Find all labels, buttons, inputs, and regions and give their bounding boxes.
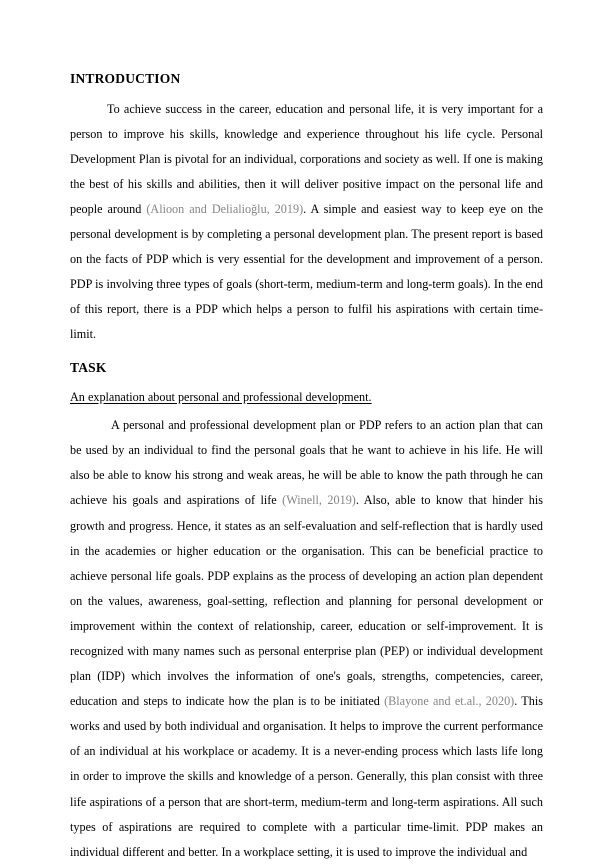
paragraph-introduction	[70, 97, 543, 348]
subheading-personal-professional-development: An explanation about personal and professional development.	[70, 389, 372, 404]
intro-text-part-2: . A simple and easiest way to keep eye on the personal development is by completing a personal development plan. The present report is based on the facts of PDP which is very essential for the development and improvement of a person. PDP is involving three types of goals (short-term, medium-term and long-term goals). In the end of this report, there is a PDP which helps a person to fulfil his aspirations with certain time-limit.	[70, 201, 543, 342]
intro-text-part-1: To achieve success in the career, education and personal life, it is very important for a person to improve his skills, knowledge and experience throughout his life cycle. Personal Development Plan is pivotal for an individual, corporations and society as well. If one is making the best of his skills and abilities, then it will deliver positive impact on the personal life and people around	[70, 101, 543, 216]
heading-introduction: INTRODUCTION	[70, 71, 181, 86]
task-text-part-1: A personal and professional development plan or PDP refers to an action plan that can be used by an individual to find the personal goals that he want to achieve in his life. He will also be able to know his strong and weak areas, he will be able to know the path through he can achieve his goals and aspirations of life	[70, 418, 543, 508]
task-text-part-2: . Also, able to know that hinder his growth and progress. Hence, it states as an self-evaluation and self-reflection that is hardly used in the academies or higher education or the organisation. This can be beneficial practice to achieve personal life goals. PDP explains as the process of developing an action plan dependent on the values, awareness, goal-setting, reflection and planning for personal development or improvement within the context of relationship, career, education or self-improvement. It is recognized with many names such as personal enterprise plan (PEP) or individual development plan (IDP) which involves the information of one's goals, strengths, competencies, career, education and steps to indicate how the plan is to be initiated	[70, 493, 544, 709]
paragraph-task	[70, 413, 543, 865]
citation-alioon-delialioglu-2019: (Alioon and Delialioğlu, 2019)	[146, 201, 304, 216]
citation-blayone-etal-2020: (Blayone and et.al., 2020)	[384, 694, 515, 709]
citation-winell-2019: (Winell, 2019)	[282, 493, 356, 508]
heading-task: TASK	[70, 360, 107, 376]
task-text-part-3: . This works and used by both individual and organisation. It helps to improve the current performance of an individual at his workplace or academy. It is a never-ending process which lasts life long in order to improve the skills and knowledge of a person. Generally, this plan consist with three life aspirations of a person that are short-term, medium-term and long-term aspirations. All such types of aspirations are required to complete with a particular time-limit. PDP makes an individual different and better. In a workplace setting, it is used to improve the individual and	[70, 694, 543, 859]
document-body	[70, 72, 543, 865]
subheading-wrapper	[70, 388, 543, 413]
